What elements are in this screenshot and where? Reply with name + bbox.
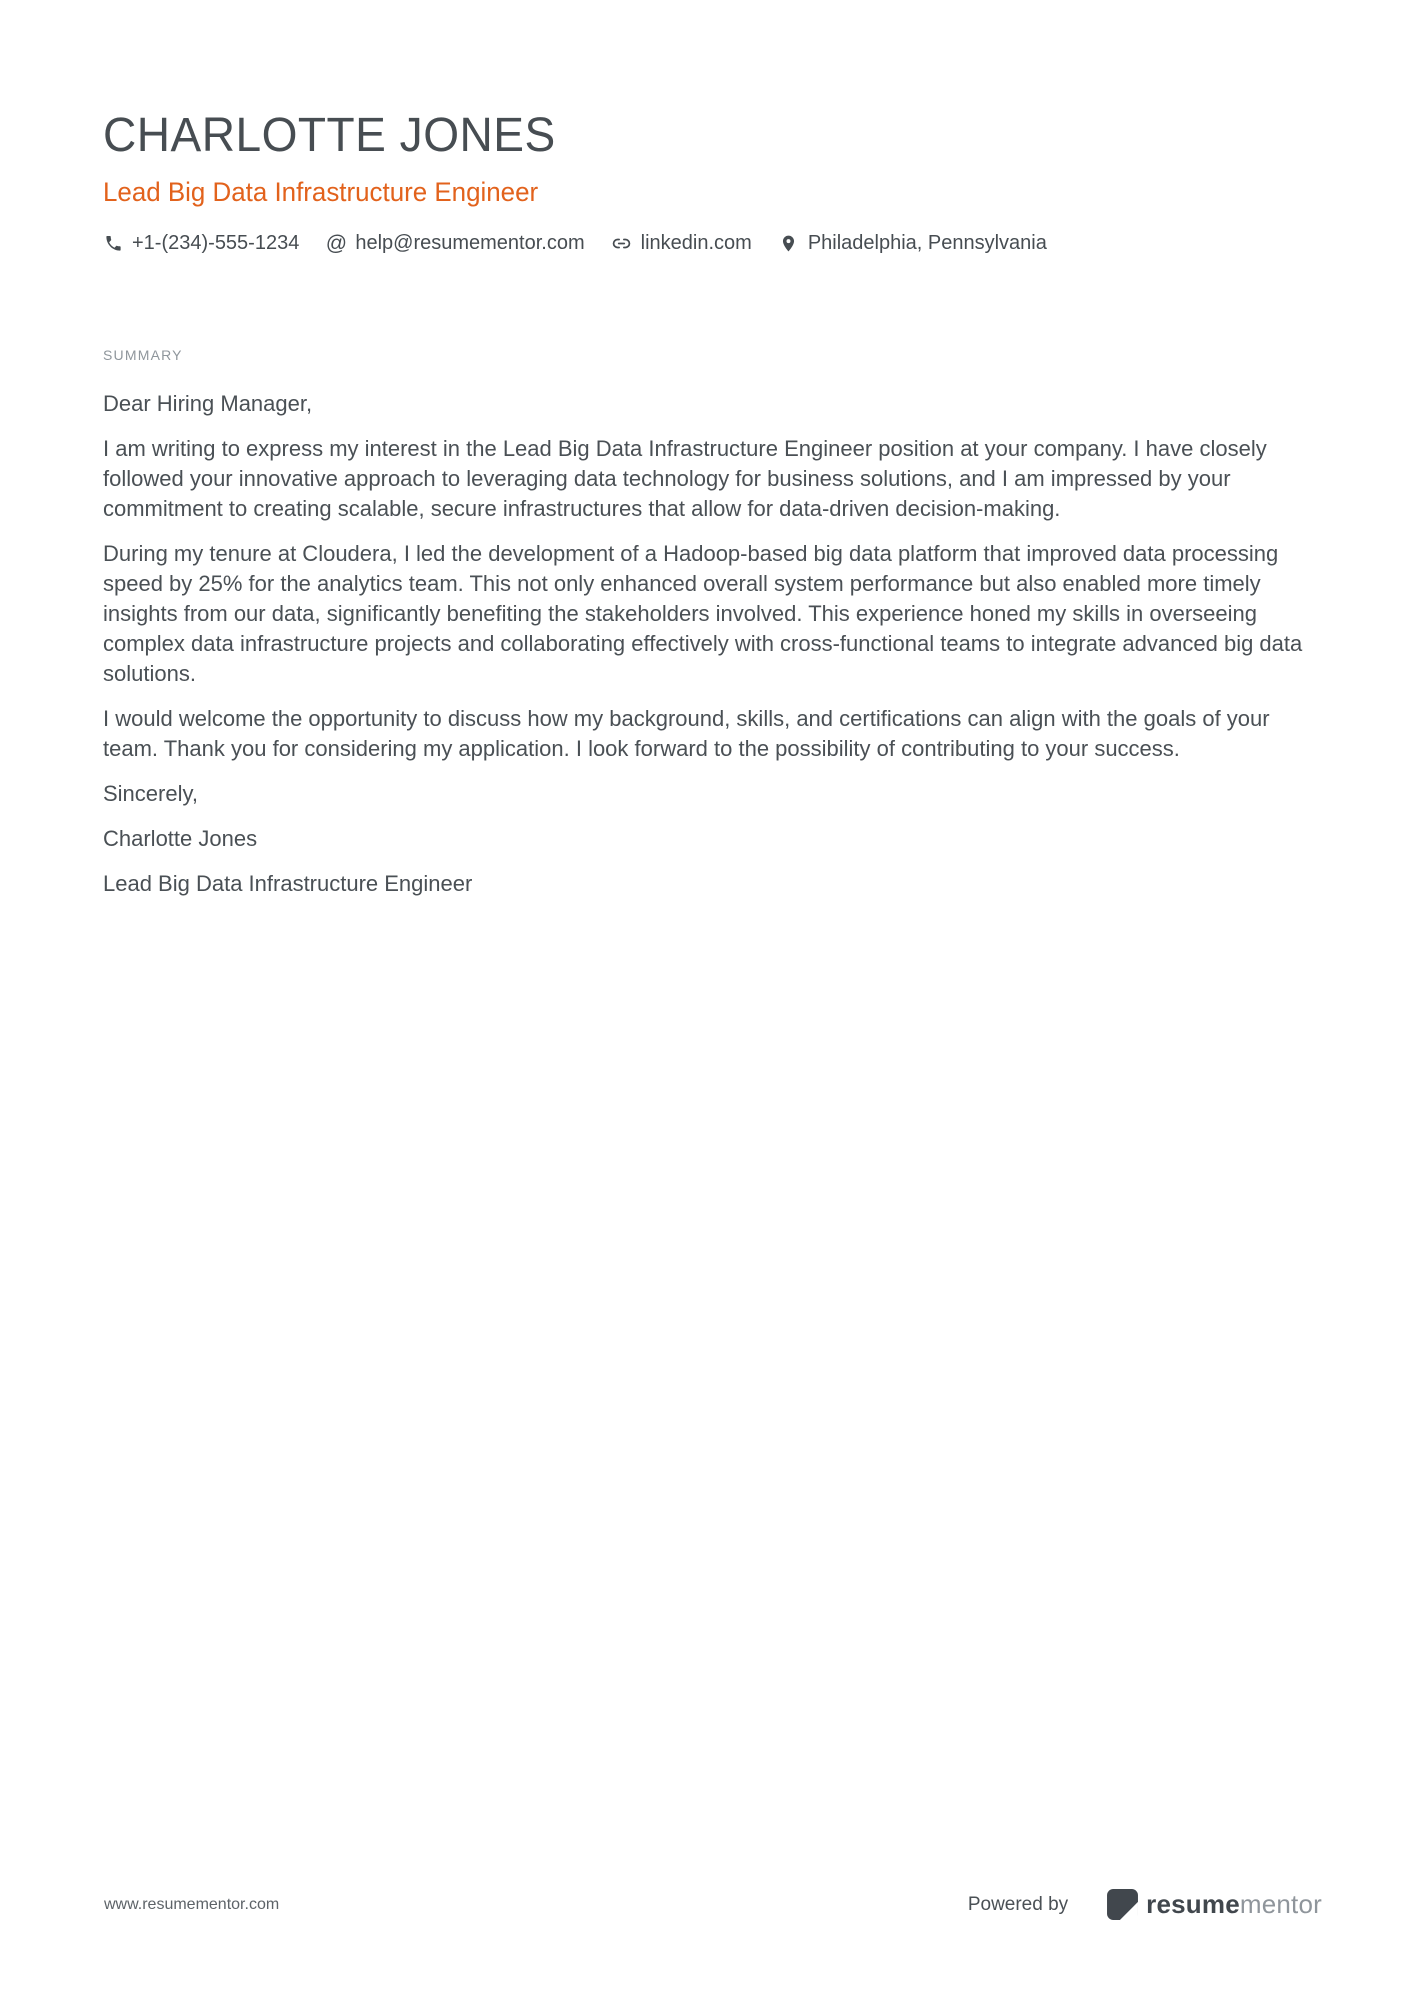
contact-location-value: Philadelphia, Pennsylvania xyxy=(807,232,1047,254)
letter-paragraph: I am writing to express my interest in the Lead Big Data Infrastructure Engineer position at your company. I have closely followed your innovative approach to leveraging data technology for business solutions, and I am impressed by your commitment to creating scalable, secure infrastructures that allow for data-driven decision-making. xyxy=(103,436,1267,521)
signature-title: Lead Big Data Infrastructure Engineer xyxy=(103,871,473,896)
at-sign-icon: @ xyxy=(325,231,348,255)
summary-section-label: SUMMARY xyxy=(103,347,183,363)
logo-text-mentor: mentor xyxy=(1239,1889,1322,1919)
letter-paragraph: During my tenure at Cloudera, I led the development of a Hadoop-based big data platform that improved data processing speed by 25% for the analytics team. This not only enhanced overall system performance but also enabled more timely insights from our data, significantly benefiting the stakeholders involved. This experience honed my skills in overseeing complex data infrastructure projects and collaborating effectively with cross-functional teams to integrate advanced big data solutions. xyxy=(103,541,1303,686)
page-footer xyxy=(0,1888,1410,1921)
contact-phone[interactable] xyxy=(103,232,299,255)
contact-email-value: help@resumementor.com xyxy=(355,232,585,254)
job-title: Lead Big Data Infrastructure Engineer xyxy=(103,177,539,207)
letter-greeting: Dear Hiring Manager, xyxy=(103,391,313,416)
resumementor-logo-icon xyxy=(1106,1888,1139,1921)
footer-website-link[interactable]: www.resumementor.com xyxy=(104,1895,280,1913)
resumementor-logo[interactable] xyxy=(1106,1888,1322,1921)
link-icon xyxy=(612,234,632,254)
contact-email[interactable] xyxy=(326,232,584,255)
signature-name: Charlotte Jones xyxy=(103,826,258,851)
contact-row xyxy=(103,232,1310,255)
contact-phone-value: +1-(234)-555-1234 xyxy=(132,232,300,254)
page-title: CHARLOTTE JONES xyxy=(103,109,556,162)
logo-text-resume: resume xyxy=(1146,1889,1240,1919)
powered-by-group xyxy=(968,1888,1322,1921)
contact-link-value: linkedin.com xyxy=(640,232,752,254)
powered-by-label: Powered by xyxy=(967,1893,1069,1915)
letter-body xyxy=(103,389,1310,899)
contact-link[interactable] xyxy=(612,232,752,255)
phone-icon xyxy=(103,234,123,254)
location-pin-icon xyxy=(779,234,799,254)
contact-location xyxy=(779,232,1047,255)
letter-paragraph: I would welcome the opportunity to discuss how my background, skills, and certifications can align with the goals of your team. Thank you for considering my application. I look forward to the possibility of contributing to your success. xyxy=(103,706,1270,761)
resumementor-logo-text xyxy=(1146,1889,1322,1920)
letter-closing: Sincerely, xyxy=(103,781,198,806)
